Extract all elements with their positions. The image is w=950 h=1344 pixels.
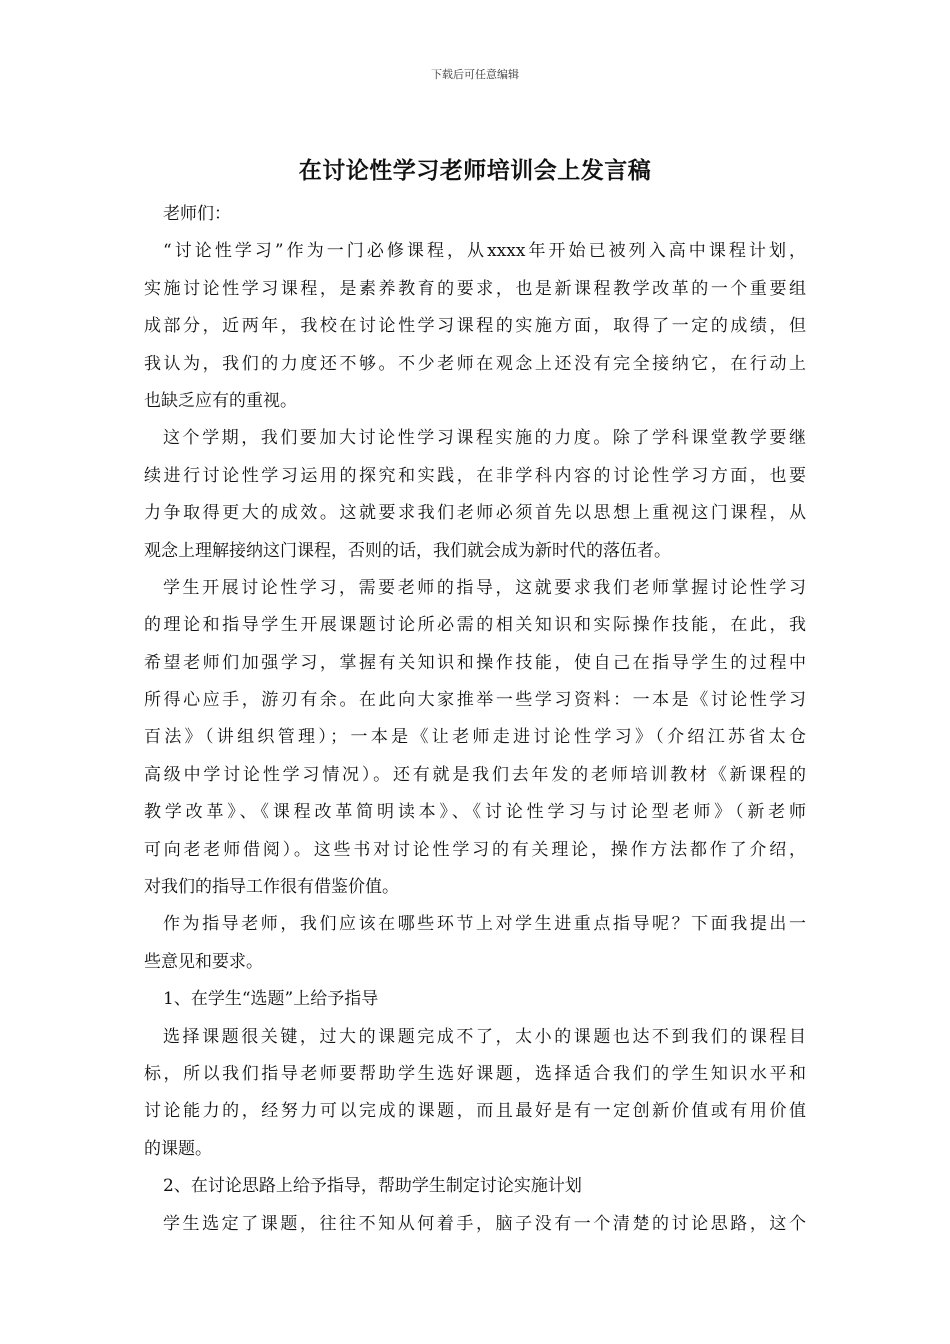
text-line: 的理论和指导学生开展课题讨论所必需的相关知识和实际操作技能，在此，我 xyxy=(144,615,806,636)
text-line: 些意见和要求。 xyxy=(144,951,263,972)
text-line: 我认为，我们的力度还不够。不少老师在观念上还没有完全接纳它，在行动上 xyxy=(144,353,806,374)
text-line: 观念上理解接纳这门课程，否则的话，我们就会成为新时代的落伍者。 xyxy=(144,540,671,561)
text-line: 学生选定了课题，往往不知从何着手，脑子没有一个清楚的讨论思路，这个 xyxy=(163,1213,806,1234)
text-line: “讨论性学习”作为一门必修课程，从xxxx年开始已被列入高中课程计划， xyxy=(163,241,806,262)
document-body xyxy=(144,196,806,1243)
text-line: 老师们： xyxy=(163,204,231,224)
text-line: 这个学期，我们要加大讨论性学习课程实施的力度。除了学科课堂教学要继 xyxy=(163,428,806,449)
text-line: 对我们的指导工作很有借鉴价值。 xyxy=(144,877,399,898)
document-title: 在讨论性学习老师培训会上发言稿 xyxy=(298,157,652,184)
text-line: 讨论能力的，经努力可以完成的课题，而且最好是有一定创新价值或有用价值 xyxy=(144,1101,806,1122)
text-line: 标，所以我们指导老师要帮助学生选好课题，选择适合我们的学生知识水平和 xyxy=(144,1063,806,1084)
text-line: 力争取得更大的成效。这就要求我们老师必须首先以思想上重视这门课程，从 xyxy=(144,503,806,524)
text-line: 成部分，近两年，我校在讨论性学习课程的实施方面，取得了一定的成绩，但 xyxy=(144,316,806,337)
text-line: 希望老师们加强学习，掌握有关知识和操作技能，使自己在指导学生的过程中 xyxy=(144,652,806,673)
header-note: 下载后可任意编辑 xyxy=(431,68,519,81)
text-line: 所得心应手，游刃有余。在此向大家推举一些学习资料：一本是《讨论性学习 xyxy=(144,690,806,711)
text-line: 1、在学生“选题”上给予指导 xyxy=(163,989,379,1010)
text-line: 学生开展讨论性学习，需要老师的指导，这就要求我们老师掌握讨论性学习 xyxy=(163,577,806,598)
text-line: 实施讨论性学习课程，是素养教育的要求，也是新课程教学改革的一个重要组 xyxy=(144,278,806,299)
text-line: 教学改革》、《课程改革简明读本》、《讨论性学习与讨论型老师》（新老师 xyxy=(144,802,806,823)
text-line: 百法》（讲组织管理）；一本是《让老师走进讨论性学习》（介绍江苏省太仓 xyxy=(144,727,806,748)
text-line: 可向老老师借阅）。这些书对讨论性学习的有关理论，操作方法都作了介绍， xyxy=(144,839,806,860)
text-line: 选择课题很关键，过大的课题完成不了，太小的课题也达不到我们的课程目 xyxy=(163,1026,806,1047)
text-line: 作为指导老师，我们应该在哪些环节上对学生进重点指导呢？下面我提出一 xyxy=(163,914,806,935)
text-line: 的课题。 xyxy=(144,1138,212,1159)
text-line: 2、在讨论思路上给予指导，帮助学生制定讨论实施计划 xyxy=(163,1176,582,1197)
text-line: 也缺乏应有的重视。 xyxy=(144,390,297,411)
text-line: 续进行讨论性学习运用的探究和实践，在非学科内容的讨论性学习方面，也要 xyxy=(144,465,806,486)
text-line: 高级中学讨论性学习情况）。还有就是我们去年发的老师培训教材《新课程的 xyxy=(144,764,806,785)
